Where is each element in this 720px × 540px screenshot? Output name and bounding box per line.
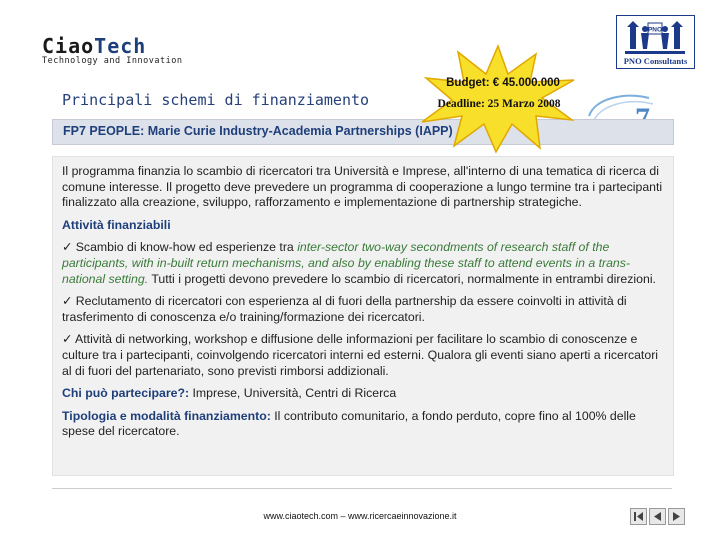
pno-badge-text: PNO <box>647 26 663 34</box>
activity-item-1-text: Scambio di know-how ed esperienze tra <box>72 240 298 255</box>
funding-type <box>62 409 668 440</box>
pno-emblem-icon <box>623 19 687 55</box>
activity-item-2 <box>62 294 668 325</box>
pno-consultants-logo <box>616 15 695 69</box>
program-title: FP7 PEOPLE: Marie Curie Industry-Academia Partnerships (IAPP) <box>63 124 453 138</box>
first-slide-icon <box>633 511 644 522</box>
program-title-bar <box>52 119 674 145</box>
activity-item-3 <box>62 332 668 379</box>
activity-item-2-text: Reclutamento di ricercatori con esperienza al di fuori della partnership da essere coinvolti in attività di trasferimento di conoscenza e/o training/formazione dei ricercatori. <box>62 294 627 324</box>
activity-item-1-italic: inter-sector two-way secondments of research staff of the participants, with in-built return mechanisms, and also by enabling these staff to attend events in a trans-national setting. <box>62 240 631 286</box>
budget-text: Budget: € 45.000.000 <box>446 77 560 89</box>
activity-item-1 <box>62 240 668 287</box>
previous-slide-icon <box>652 511 663 522</box>
section-title: Principali schemi di finanziamento <box>62 91 370 109</box>
activity-item-1-tail: Tutti i progetti devono prevedere lo scambio di ricercatori, normalmente in entrambi direzioni. <box>148 271 656 286</box>
who-value: Imprese, Università, Centri di Ricerca <box>189 386 397 401</box>
ciaotech-logo <box>42 34 146 58</box>
logo-ciao-text: Ciao <box>42 34 95 58</box>
pno-caption: PNO Consultants <box>623 56 688 66</box>
who-can-participate <box>62 386 668 402</box>
footer-divider <box>52 488 672 489</box>
logo-tagline: Technology and Innovation <box>42 56 183 66</box>
checkmark-icon: ✓ <box>62 332 73 347</box>
funding-label: Tipologia e modalità finanziamento: <box>62 408 271 423</box>
logo-tech-text: Tech <box>94 34 147 58</box>
first-slide-button[interactable] <box>630 508 647 525</box>
funding-value: Il contributo comunitario, a fondo perduto, copre fino al 100% delle spese del ricercatore. <box>62 408 636 439</box>
activity-item-3-text: Attività di networking, workshop e diffusione delle informazioni per facilitare lo scambio di conoscenze e culture tra i partecipanti, coinvolgendo ricercatori interni ed esterni. Qualora gli eventi siano aperti a ricercatori al di fuori del partenariato, sono previsti rimborsi addizionali. <box>62 332 659 378</box>
who-label: Chi può partecipare?: <box>62 386 190 401</box>
checkmark-icon: ✓ <box>62 294 73 309</box>
checkmark-icon: ✓ <box>62 240 73 255</box>
next-slide-button[interactable] <box>668 508 685 525</box>
deadline-text: Deadline: 25 Marzo 2008 <box>437 98 561 110</box>
footer-urls: www.ciaotech.com – www.ricercaeinnovazione.it <box>263 511 457 521</box>
activities-heading: Attività finanziabili <box>62 217 171 232</box>
budget-deadline-starburst <box>418 44 578 154</box>
next-slide-icon <box>671 511 682 522</box>
previous-slide-button[interactable] <box>649 508 666 525</box>
content-text <box>62 164 668 447</box>
intro-paragraph: Il programma finanzia lo scambio di ricercatori tra Università e Imprese, all'interno di una tematica di ricerca di comune interesse. Il progetto deve prevedere un programma di cooperazione a lungo termine tra i partecipanti finalizzato alla creazione, sviluppo, rafforzamento e implementazione di partnership strategiche. <box>62 164 663 210</box>
